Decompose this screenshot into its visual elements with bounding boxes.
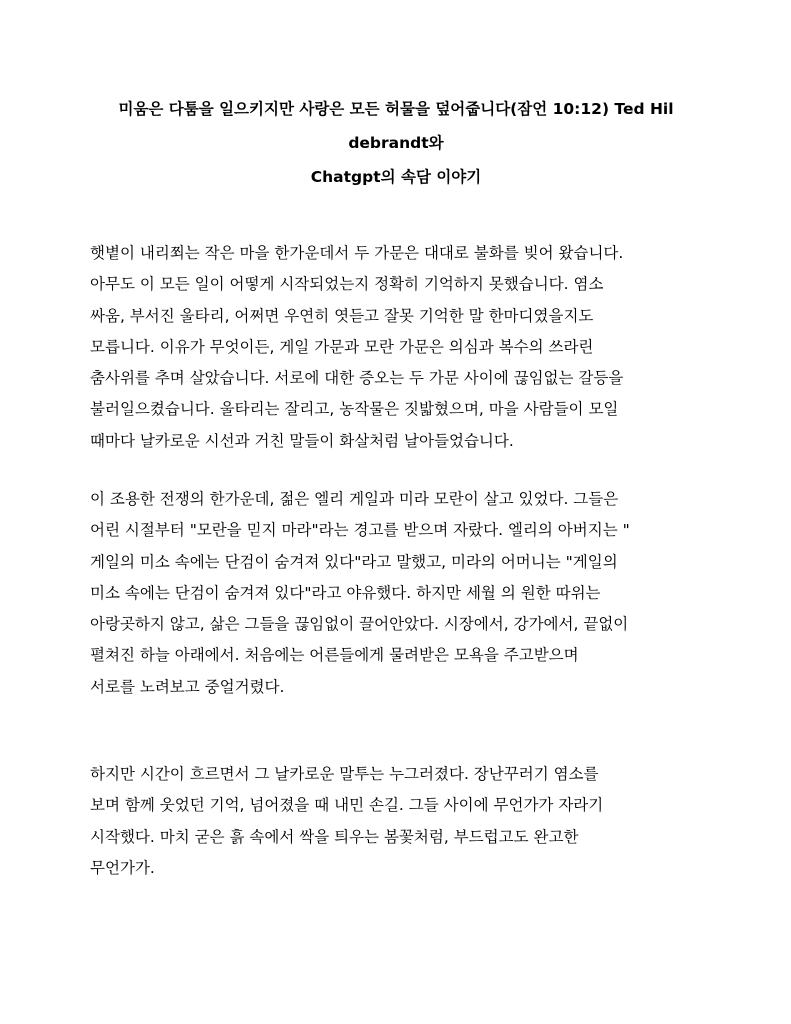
text-line: 이 조용한 전쟁의 한가운데, 젊은 엘리 게일과 미라 모란이 살고 있었다. 그들은 xyxy=(90,490,619,508)
text-line: 게일의 미소 속에는 단검이 숨겨져 있다"라고 말했고, 미라의 어머니는 "게일의 xyxy=(90,552,618,571)
text-line: 때마다 날카로운 시선과 거친 말들이 화살처럼 날아들었습니다. xyxy=(90,431,514,450)
text-line: 햇볕이 내리쬐는 작은 마을 한가운데서 두 가문은 대대로 불화를 빚어 왔습니다. xyxy=(90,244,624,262)
text-line: 춤사위를 추며 살았습니다. 서로에 대한 증오는 두 가문 사이에 끊임없는 갈등을 xyxy=(90,369,624,388)
paragraph xyxy=(90,238,710,457)
text-line: 아랑곳하지 않고, 삶은 그들을 끊임없이 끌어안았다. 시장에서, 강가에서, 끝없이 xyxy=(90,615,629,634)
text-line: 시작했다. 마치 굳은 흙 속에서 싹을 틔우는 봄꽃처럼, 부드럽고도 완고한 xyxy=(90,827,579,846)
title-line: debrandt와 xyxy=(348,134,444,152)
text-line: 미소 속에는 단검이 숨겨져 있다"라고 야유했다. 하지만 세월 의 원한 따위는 xyxy=(90,583,601,602)
text-line: 아무도 이 모든 일이 어떻게 시작되었는지 정확히 기억하지 못했습니다. 염소 xyxy=(90,275,604,294)
text-line: 불러일으켰습니다. 울타리는 잘리고, 농작물은 짓밟혔으며, 마을 사람들이 모일 xyxy=(90,400,619,419)
document-title xyxy=(90,92,702,194)
title-line: 미움은 다툼을 일으키지만 사랑은 모든 허물을 덮어줍니다(잠언 10:12) Ted Hil xyxy=(118,100,674,118)
text-line: 하지만 시간이 흐르면서 그 날카로운 말투는 누그러졌다. 장난꾸러기 염소를 xyxy=(90,765,599,783)
paragraph xyxy=(90,484,710,703)
text-line: 무언가가. xyxy=(90,858,155,877)
text-line: 보며 함께 웃었던 기억, 넘어졌을 때 내민 손길. 그들 사이에 무언가가 자라기 xyxy=(90,796,604,815)
text-line: 싸움, 부서진 울타리, 어쩌면 우연히 엿듣고 잘못 기억한 말 한마디였을지도 xyxy=(90,306,594,325)
text-line: 모릅니다. 이유가 무엇이든, 게일 가문과 모란 가문은 의심과 복수의 쓰라린 xyxy=(90,337,594,356)
text-line: 펼쳐진 하늘 아래에서. 처음에는 어른들에게 물려받은 모욕을 주고받으며 xyxy=(90,646,579,665)
paragraph xyxy=(90,759,710,884)
text-line: 어린 시절부터 "모란을 믿지 마라"라는 경고를 받으며 자랐다. 엘리의 아버지는 " xyxy=(90,521,630,540)
text-line: 서로를 노려보고 중얼거렸다. xyxy=(90,677,285,696)
title-line: Chatgpt의 속담 이야기 xyxy=(310,168,482,186)
